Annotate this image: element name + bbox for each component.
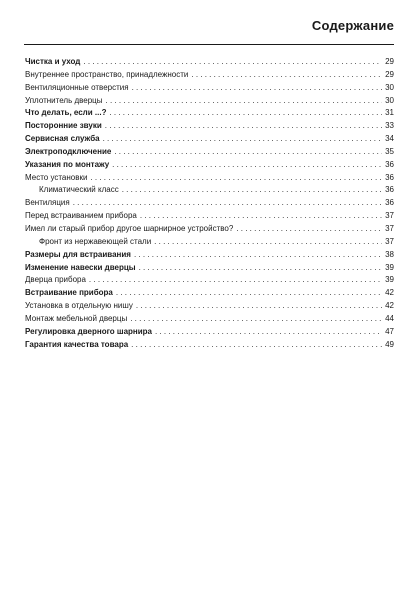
toc-entry-page: 38 (385, 249, 394, 259)
toc-entry-title: Установка в отдельную нишу (25, 301, 133, 311)
toc-entry-title: Размеры для встраивания (25, 249, 131, 259)
toc-entry[interactable] (25, 274, 394, 287)
toc-entry[interactable] (25, 133, 394, 146)
toc-entry-page: 30 (385, 82, 394, 92)
toc-entry-page: 31 (385, 108, 394, 118)
dot-leader (106, 95, 383, 108)
dot-leader (105, 120, 382, 133)
toc-entry-title: Фронт из нержавеющей стали (39, 236, 152, 246)
dot-leader (73, 197, 382, 210)
toc-entry[interactable] (25, 159, 394, 172)
dot-leader (116, 287, 382, 300)
toc-entry[interactable] (25, 313, 394, 326)
toc-entry[interactable] (25, 262, 394, 275)
dot-leader (83, 56, 382, 69)
dot-leader (103, 133, 382, 146)
toc-subentry[interactable] (25, 236, 394, 249)
dot-leader (90, 172, 382, 185)
toc-entry-title: Вентиляционные отверстия (25, 82, 129, 92)
dot-leader (134, 249, 382, 262)
toc-entry-title: Что делать, если ...? (25, 108, 107, 118)
toc-entry-page: 29 (385, 69, 394, 79)
toc-entry[interactable] (25, 82, 394, 95)
toc-entry[interactable] (25, 56, 394, 69)
dot-leader (132, 82, 383, 95)
toc-entry-page: 37 (385, 223, 394, 233)
dot-leader (89, 274, 382, 287)
dot-leader (122, 184, 382, 197)
toc-entry-page: 42 (385, 288, 394, 298)
toc-entry[interactable] (25, 197, 394, 210)
toc-entry-title: Регулировка дверного шарнира (25, 326, 152, 336)
toc-entry-title: Имел ли старый прибор другое шарнирное устройство? (25, 223, 234, 233)
toc-entry[interactable] (25, 120, 394, 133)
toc-entry-title: Гарантия качества товара (25, 339, 129, 349)
toc-entry[interactable] (25, 287, 394, 300)
dot-leader (112, 159, 382, 172)
toc-entry-title: Указания по монтажу (25, 159, 110, 169)
dot-leader (191, 69, 382, 82)
toc-entry[interactable] (25, 339, 394, 352)
toc-entry[interactable] (25, 300, 394, 313)
toc-entry-title: Место установки (25, 172, 88, 182)
toc-entry-page: 36 (385, 185, 394, 195)
toc-entry-title: Уплотнитель дверцы (25, 95, 103, 105)
toc-entry-title: Изменение навески дверцы (25, 262, 136, 272)
toc-entry-page: 42 (385, 301, 394, 311)
dot-leader (114, 146, 382, 159)
toc-entry-page: 39 (385, 275, 394, 285)
toc-entry-title: Внутреннее пространство, принадлежности (25, 69, 189, 79)
toc-entry-title: Климатический класс (39, 185, 119, 195)
dot-leader (130, 313, 382, 326)
toc-entry-title: Вентиляция (25, 198, 70, 208)
toc-entry[interactable] (25, 249, 394, 262)
toc-entry-page: 37 (385, 236, 394, 246)
toc-entry[interactable] (25, 69, 394, 82)
toc-entry[interactable] (25, 146, 394, 159)
toc-entry[interactable] (25, 210, 394, 223)
toc-entry-page: 36 (385, 159, 394, 169)
dot-leader (139, 262, 382, 275)
toc-entry-page: 34 (385, 134, 394, 144)
toc-entry-page: 33 (385, 121, 394, 131)
dot-leader (140, 210, 382, 223)
toc-entry-title: Сервисная служба (25, 134, 100, 144)
toc-entry[interactable] (25, 223, 394, 236)
dot-leader (131, 339, 382, 352)
table-of-contents (25, 56, 394, 351)
toc-entry-page: 30 (385, 95, 394, 105)
toc-entry-page: 47 (385, 326, 394, 336)
toc-entry-title: Чистка и уход (25, 57, 81, 66)
toc-entry[interactable] (25, 107, 394, 120)
toc-entry-title: Монтаж мебельной дверцы (25, 313, 128, 323)
header-divider (24, 44, 394, 45)
toc-entry-title: Посторонние звуки (25, 121, 102, 131)
toc-entry-page: 35 (385, 146, 394, 156)
dot-leader (154, 236, 382, 249)
toc-entry-page: 36 (385, 172, 394, 182)
page-title: Содержание (311, 18, 394, 33)
dot-leader (236, 223, 382, 236)
toc-entry-title: Встраивание прибора (25, 288, 113, 298)
toc-entry-page: 36 (385, 198, 394, 208)
toc-entry-title: Перед встраиванием прибора (25, 211, 137, 221)
dot-leader (155, 326, 382, 339)
toc-entry-page: 39 (385, 262, 394, 272)
toc-entry[interactable] (25, 95, 394, 108)
dot-leader (136, 300, 382, 313)
toc-entry-page: 37 (385, 211, 394, 221)
toc-entry-page: 44 (385, 313, 394, 323)
toc-entry[interactable] (25, 326, 394, 339)
toc-entry-page: 29 (385, 57, 394, 66)
toc-subentry[interactable] (25, 184, 394, 197)
dot-leader (109, 107, 382, 120)
toc-entry-page: 49 (385, 339, 394, 349)
toc-entry-title: Электроподключение (25, 146, 112, 156)
toc-entry[interactable] (25, 172, 394, 185)
toc-entry-title: Дверца прибора (25, 275, 86, 285)
